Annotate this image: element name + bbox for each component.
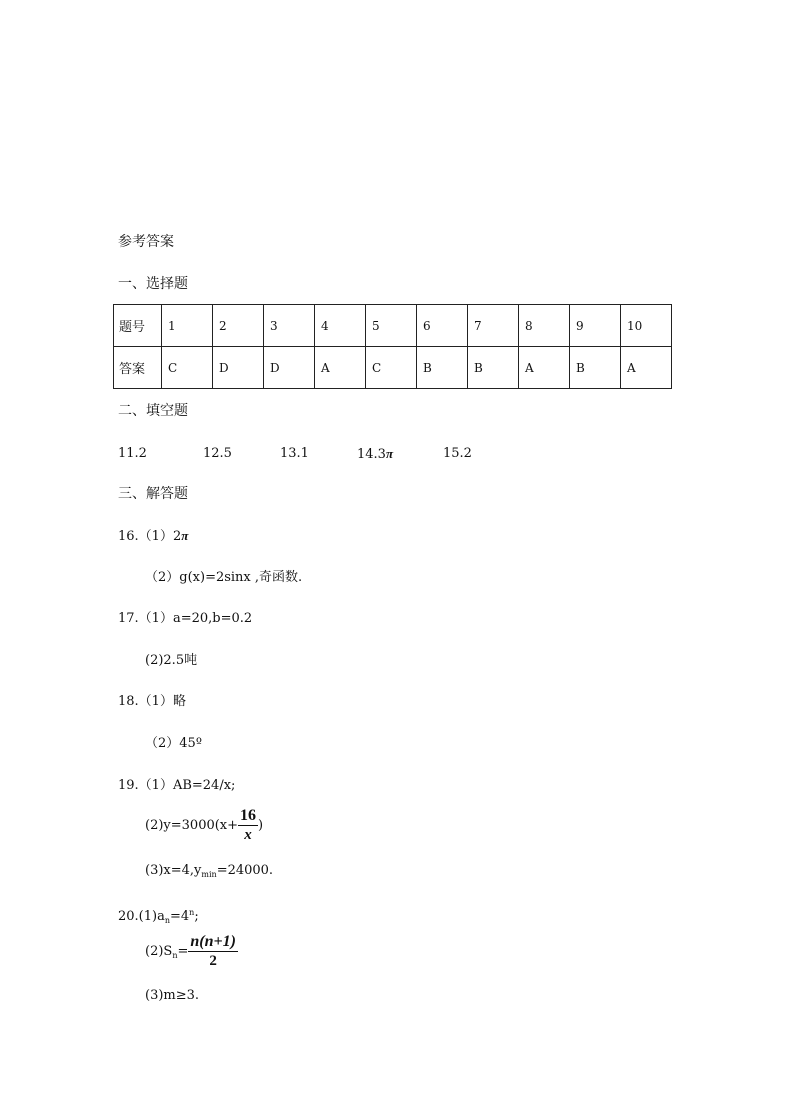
answer-19-3 [145, 863, 273, 883]
section-heading-solution: 三、解答题 [118, 486, 188, 502]
fraction-16-over-x [238, 807, 258, 844]
question-number-cell: 2 [213, 305, 264, 347]
pi-symbol: π [181, 528, 189, 543]
answer-17-2: (2)2.5吨 [145, 653, 198, 668]
question-number-cell: 3 [264, 305, 315, 347]
fill-answer-14-value: 14.3 [357, 447, 386, 462]
question-number-cell: 1 [162, 305, 213, 347]
answer-20-1-end: ; [194, 909, 199, 924]
answer-cell: D [264, 347, 315, 389]
answer-19-3-text: (3)x=4,y [145, 863, 202, 878]
fill-answer-13: 13.1 [280, 446, 309, 461]
answer-17-1: 17.（1）a=20,b=0.2 [118, 611, 253, 626]
answer-cell: B [570, 347, 621, 389]
answer-20-2-text: (2)S [145, 944, 173, 959]
answer-table [113, 304, 672, 389]
answer-cell: A [315, 347, 366, 389]
answer-cell: C [162, 347, 213, 389]
answer-20-1-text: 20.(1)a [118, 909, 165, 924]
fill-answer-15: 15.2 [443, 446, 472, 461]
answer-16-2: （2）g(x)=2sinx ,奇函数. [145, 570, 303, 585]
section-heading-fill: 二、填空题 [118, 403, 188, 419]
answer-19-2-text: (2)y=3000(x+ [145, 818, 239, 833]
answer-18-1: 18.（1）略 [118, 694, 186, 709]
answer-20-2 [145, 932, 238, 976]
answer-20-1-eq: =4 [170, 909, 190, 924]
question-number-cell: 6 [417, 305, 468, 347]
answer-cell: B [417, 347, 468, 389]
answer-cell: A [519, 347, 570, 389]
row-label-answer: 答案 [114, 347, 162, 389]
answer-20-3: (3)m≥3. [145, 988, 200, 1003]
pi-symbol: π [385, 446, 394, 461]
answer-20-2-eq: = [177, 944, 189, 959]
fraction-denominator: x [244, 827, 252, 843]
answer-19-2-close: ) [258, 818, 264, 833]
question-number-cell: 4 [315, 305, 366, 347]
fraction-denominator: 2 [209, 953, 217, 969]
fill-answer-11: 11.2 [118, 446, 147, 461]
fill-answer-12: 12.5 [203, 446, 232, 461]
answer-16-1-text: 16.（1）2 [118, 529, 182, 544]
question-number-cell: 9 [570, 305, 621, 347]
subscript-n: n [164, 916, 170, 925]
subscript-min: min [201, 870, 217, 879]
table-row-answers [114, 347, 672, 389]
answer-cell: D [213, 347, 264, 389]
answer-19-1: 19.（1）AB=24/x; [118, 778, 236, 793]
section-heading-choice: 一、选择题 [118, 276, 188, 292]
question-number-cell: 5 [366, 305, 417, 347]
fraction-sn [188, 933, 238, 970]
page-title: 参考答案 [118, 234, 174, 250]
answer-cell: C [366, 347, 417, 389]
subscript-n: n [172, 951, 178, 960]
question-number-cell: 8 [519, 305, 570, 347]
fill-answer-14 [357, 446, 393, 463]
question-number-cell: 10 [621, 305, 672, 347]
answer-16-1 [118, 528, 188, 545]
question-number-cell: 7 [468, 305, 519, 347]
fraction-numerator: n(n+1) [190, 933, 236, 950]
answer-cell: A [621, 347, 672, 389]
answer-19-3-value: =24000. [216, 863, 274, 878]
answer-19-2 [145, 806, 263, 846]
superscript-n: n [189, 908, 195, 917]
answer-20-1 [118, 905, 199, 929]
fraction-numerator: 16 [240, 807, 257, 824]
row-label-number: 题号 [114, 305, 162, 347]
answer-cell: B [468, 347, 519, 389]
answer-18-2: （2）45º [145, 736, 202, 751]
table-row-numbers [114, 305, 672, 347]
